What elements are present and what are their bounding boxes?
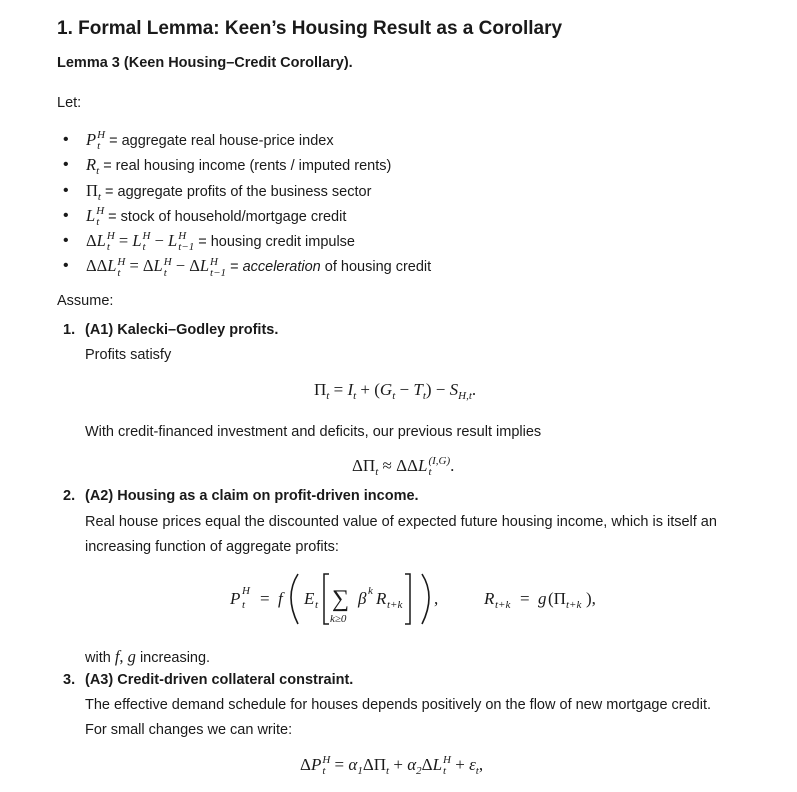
math-credit-acceleration: ΔΔL H t = ΔL H t − ΔL H t−1 <box>86 255 227 279</box>
page-title: 1. Formal Lemma: Keen’s Housing Result as a Corollary <box>57 18 563 39</box>
svg-text:t+k: t+k <box>495 599 511 611</box>
svg-text:t: t <box>242 599 246 611</box>
assumption-text: with f, g increasing. <box>85 647 211 666</box>
let-label: Let: <box>57 95 82 111</box>
svg-text:=: = <box>260 589 270 608</box>
definition-text: = housing credit impulse <box>198 234 356 251</box>
svg-text:R: R <box>484 589 495 608</box>
math-housing-income: $R_t$ <box>86 155 100 178</box>
definition-text: = aggregate real house-price index <box>109 133 334 149</box>
math-credit-stock: L H t <box>86 205 105 229</box>
svg-text:P: P <box>230 589 241 608</box>
assumption-intro: Profits satisfy <box>85 347 172 363</box>
svg-text:=: = <box>520 589 530 608</box>
list-item <box>57 178 431 203</box>
equation-profit-change: $\Delta\Pi_t \approx \Delta\Delta L$ (I,G) t . <box>352 455 455 479</box>
lemma-title: Lemma 3 (Keen Housing–Credit Corollary). <box>57 55 353 71</box>
math-profits: $\Pi_t$ <box>86 180 101 203</box>
assume-label: Assume: <box>57 293 114 309</box>
svg-text:H: H <box>242 585 250 597</box>
definitions-list <box>57 127 431 279</box>
svg-text:t+k: t+k <box>387 599 403 611</box>
assumption-text: For small changes we can write: <box>85 722 293 738</box>
svg-text:E: E <box>304 589 315 608</box>
svg-text:k≥0: k≥0 <box>330 613 347 625</box>
assumption-text: Real house prices equal the discounted value of expected future housing income, which is itself an <box>85 514 717 530</box>
definition-text: = aggregate profits of the business sector <box>105 183 372 200</box>
list-item <box>57 203 431 228</box>
svg-text:g: g <box>538 589 547 608</box>
assumption-text: The effective demand schedule for houses depends positively on the flow of new mortgage credit. <box>85 697 712 713</box>
svg-text:R: R <box>376 589 387 608</box>
svg-text:t: t <box>315 599 319 611</box>
list-item <box>57 253 431 278</box>
assumption-text: With credit-financed investment and deficits, our previous result implies <box>85 424 542 440</box>
definition-text: = <box>230 259 239 276</box>
equation-kalecki-profits: $\Pi_t = I_t + (G_t - T_t) - S_{H,t}$. <box>314 380 477 402</box>
definition-emphasis: acceleration <box>242 259 321 276</box>
definition-text: = stock of household/mortgage credit <box>108 208 347 225</box>
assumption-title: (A3) Credit-driven collateral constraint. <box>85 672 354 688</box>
assumption-number: 1. <box>63 322 76 338</box>
assumption-title: (A1) Kalecki–Godley profits. <box>85 322 279 338</box>
svg-text:k: k <box>368 585 373 597</box>
svg-text:t+k: t+k <box>566 599 582 611</box>
svg-text:∑: ∑ <box>332 586 350 612</box>
assumption-text: increasing function of aggregate profits: <box>85 539 339 555</box>
svg-text:),: ), <box>586 589 596 608</box>
equation-collateral-constraint: ΔP H t = $\alpha_1\Delta\Pi_t + \alpha_2\Delta L$ H t + $\varepsilon_t$, <box>300 754 484 778</box>
svg-text:,: , <box>434 589 439 608</box>
svg-text:f: f <box>278 589 283 608</box>
list-item <box>57 127 431 152</box>
assumption-number: 3. <box>63 672 76 688</box>
equation-house-price-valuation <box>222 566 612 632</box>
svg-text:(Π: (Π <box>548 589 566 608</box>
math-credit-impulse: ΔL H t = L H t − L H t−1 <box>86 230 195 254</box>
list-item <box>57 152 431 177</box>
assumption-number: 2. <box>63 488 76 504</box>
assumption-title: (A2) Housing as a claim on profit-driven income. <box>85 488 419 504</box>
svg-text:β: β <box>358 589 367 608</box>
math-house-price: P H t <box>86 129 106 153</box>
definition-text: of housing credit <box>324 259 432 276</box>
definition-text: = real housing income (rents / imputed rents) <box>103 158 392 175</box>
list-item <box>57 228 431 253</box>
